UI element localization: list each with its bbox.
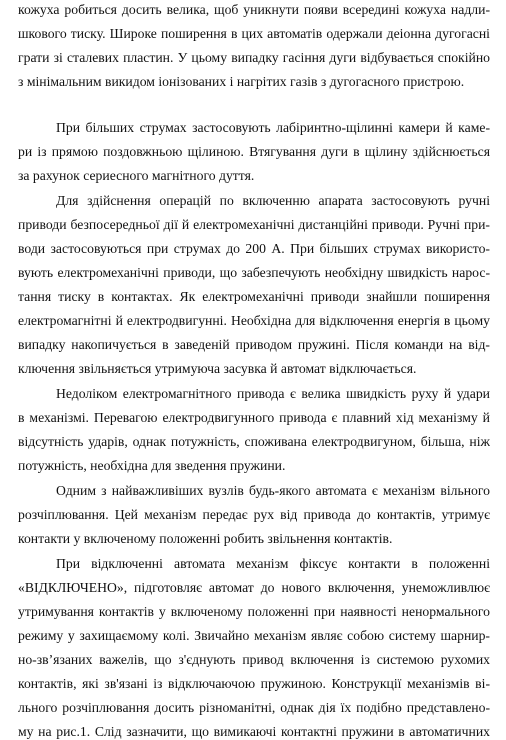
text-line: Для здійснення операцій по включенню апарата застосовують ручні: [56, 193, 490, 208]
text-line: утримування контактів у включеному положенні при наявності ненормального: [18, 604, 490, 619]
text-line: «ВІДКЛЮЧЕНО», підготовляє автомат до нового включення, унеможливлює: [18, 580, 490, 595]
text-line: льного розчіплювання досить різноманітні, однак дія їх подібно представлено-: [18, 700, 490, 715]
text-line: випадку накопичується в заведеній приводом пружині. Після команди на від-: [18, 337, 490, 352]
text-line: вують електромеханічні приводи, що забезпечують необхідну швидкість нарос-: [18, 265, 490, 280]
text-line: за рахунок сериесного магнітного дуття.: [18, 168, 255, 183]
text-line: води застосовуються при струмах до 200 А. При більших струмах використо-: [18, 241, 490, 256]
text-line: При більших струмах застосовують лабіринтно-щілинні камери й каме-: [56, 120, 490, 135]
text-line: кожуха робиться досить велика, щоб уникнути появи всередині кожуха надли-: [18, 2, 490, 17]
text-line: контакти у включеному положенні робить звільнення контактів.: [18, 531, 393, 546]
text-line: приводи безпосередньої дії й електромеханічні дистанційні приводи. Ручні при-: [18, 217, 490, 232]
text-line: ключення звільняється утримуюча засувка й автомат відключається.: [18, 361, 417, 376]
text-line: Одним з найважливіших вузлів будь-якого автомата є механізм вільного: [56, 483, 490, 498]
text-line: тання тиску в контактах. Як електромеханічні приводи знайшли поширення: [18, 289, 490, 304]
text-line: потужність, необхідна для зведення пружини.: [18, 458, 286, 473]
text-line: шкового тиску. Широке поширення в цих автоматів одержали деіонна дугогасні: [18, 26, 490, 41]
text-line: грати зі сталевих пластин. У цьому випадку гасіння дуги відбувається спокійно: [18, 50, 490, 65]
text-line: му на рис.1. Слід зазначити, що вимикаючі контактні пружини в автоматичних: [18, 724, 490, 739]
text-line: режиму у захищаємому колі. Звичайно механізм являє собою систему шарнир-: [18, 628, 490, 643]
text-line: ри із прямою поздовжньою щілиною. Втягування дуги в щілину здійснюється: [18, 144, 490, 159]
text-line: При відключенні автомата механізм фіксує контакти в положенні: [56, 556, 490, 571]
text-line: з мінімальним викидом іонізованих і нагрітих газів з дугогасного пристрою.: [18, 74, 465, 89]
text-line: електромагнітні й електродвигунні. Необхідна для відключення енергія в цьому: [18, 313, 490, 328]
text-line: в механізмі. Перевагою електродвигунного привода є плавний хід механізму й: [18, 410, 490, 425]
text-line: Недоліком електромагнітного привода є велика швидкість руху й удари: [56, 386, 490, 401]
text-line: розчіплювання. Цей механізм передає рух від привода до контактів, утримує: [18, 507, 490, 522]
text-line: но-зв’язаних важелів, що з'єднують привод включення із системою рухомих: [18, 652, 490, 667]
text-line: контактів, які зв'язані із відключаючою пружиною. Конструкції механізмів ві-: [18, 676, 490, 691]
text-line: відсутність ударів, однак потужність, споживана електродвигуном, більша, ніж: [18, 434, 490, 449]
